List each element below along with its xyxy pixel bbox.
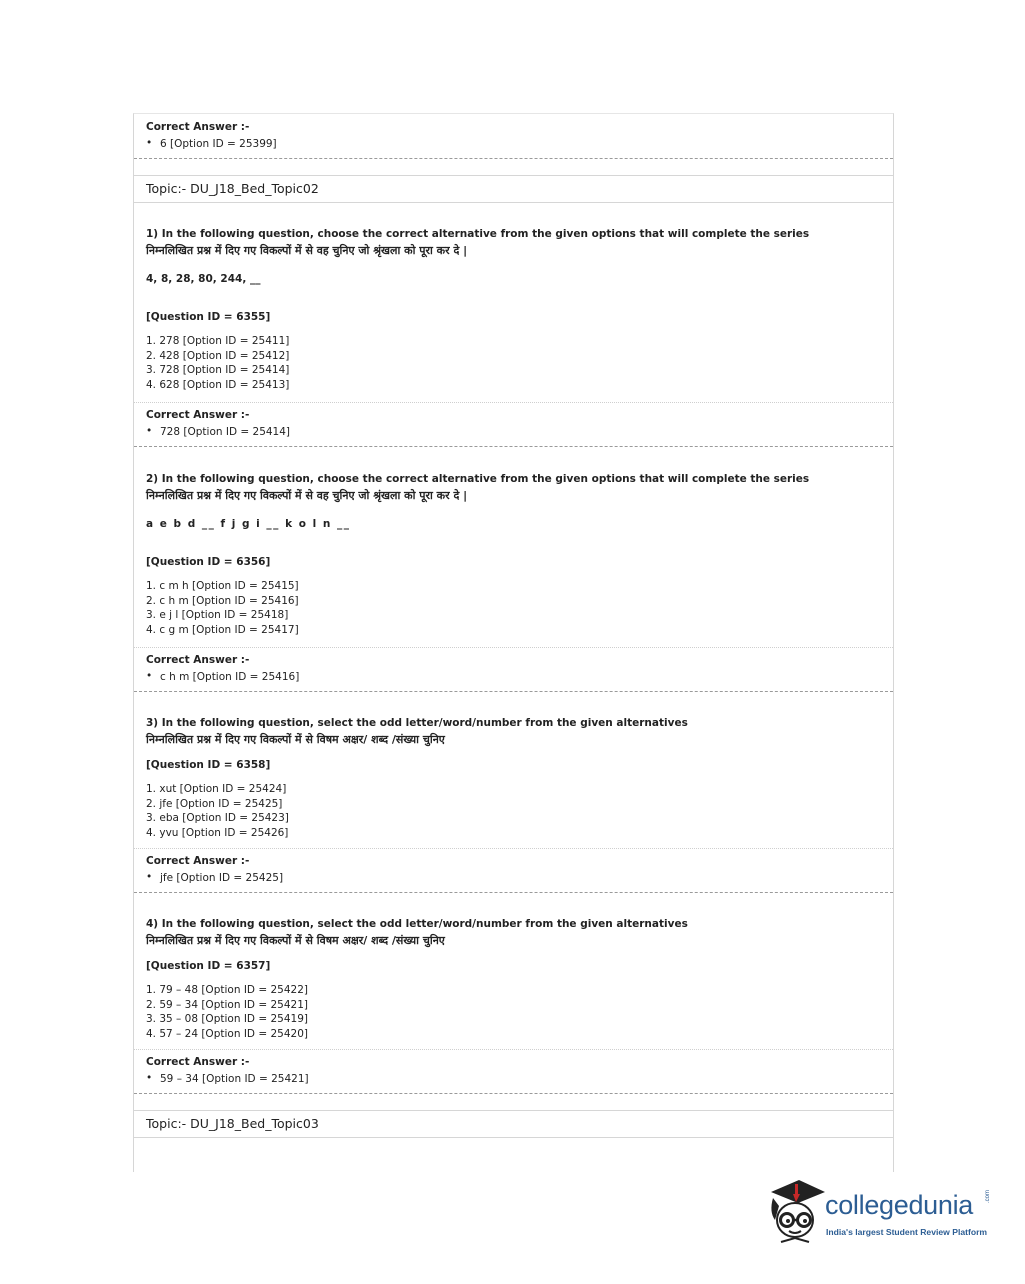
exam-document — [133, 113, 894, 1172]
correct-answer-label: Correct Answer :- — [146, 121, 250, 133]
options-list — [146, 579, 893, 637]
question-id: [Question ID = 6356] — [146, 556, 271, 568]
question-id: [Question ID = 6358] — [146, 759, 271, 771]
question-text-english: 4) In the following question, select the odd letter/word/number from the given alternatives — [146, 918, 688, 930]
answer-block — [134, 403, 893, 447]
options-list — [146, 334, 893, 392]
logo-wordmark: collegedunia — [825, 1190, 974, 1220]
option-item: 3. 728 [Option ID = 25414] — [146, 364, 290, 377]
option-item: 4. 57 – 24 [Option ID = 25420] — [146, 1027, 308, 1040]
option-item: 4. yvu [Option ID = 25426] — [146, 826, 289, 839]
question-id: [Question ID = 6355] — [146, 311, 271, 323]
question-block — [134, 447, 893, 648]
answer-block — [134, 849, 893, 893]
question-text-english: 1) In the following question, choose the correct alternative from the given options that will complete the series — [146, 228, 810, 240]
logo-suffix: .com — [985, 1189, 991, 1203]
mascot-icon — [765, 1176, 827, 1248]
correct-answer-value: • 6 [Option ID = 25399] — [146, 138, 893, 150]
option-item: 2. jfe [Option ID = 25425] — [146, 797, 283, 810]
answer-block — [134, 1050, 893, 1094]
topic-header: Topic:- DU_J18_Bed_Topic02 — [134, 175, 893, 203]
correct-answer-label: Correct Answer :- — [146, 1056, 250, 1068]
question-text-hindi: निम्नलिखित प्रश्न में दिए गए विकल्पों में से वह चुनिए जो श्रृंखला को पूरा कर दे | — [146, 244, 468, 257]
previous-answer-block — [134, 114, 893, 159]
correct-answer-value: • 728 [Option ID = 25414] — [146, 426, 893, 438]
topic-header: Topic:- DU_J18_Bed_Topic03 — [134, 1110, 893, 1138]
option-item: 3. 35 – 08 [Option ID = 25419] — [146, 1013, 308, 1026]
option-item: 1. c m h [Option ID = 25415] — [146, 580, 299, 592]
question-text-english: 2) In the following question, choose the correct alternative from the given options that will complete the series — [146, 473, 810, 485]
option-item: 3. e j l [Option ID = 25418] — [146, 609, 289, 622]
options-list — [146, 782, 893, 840]
option-item: 2. 428 [Option ID = 25412] — [146, 349, 290, 362]
question-series: 4, 8, 28, 80, 244, __ — [146, 273, 261, 285]
option-item: 2. 59 – 34 [Option ID = 25421] — [146, 998, 308, 1011]
option-item: 1. 278 [Option ID = 25411] — [146, 335, 290, 347]
correct-answer-label: Correct Answer :- — [146, 855, 250, 867]
correct-answer-label: Correct Answer :- — [146, 654, 250, 666]
correct-answer-label: Correct Answer :- — [146, 409, 250, 421]
logo-tagline: India's largest Student Review Platform — [826, 1227, 988, 1237]
options-list — [146, 983, 893, 1041]
question-block — [134, 893, 893, 1050]
question-text-hindi: निम्नलिखित प्रश्न में दिए गए विकल्पों में से विषम अक्षर/ शब्द /संख्या चुनिए — [146, 934, 445, 947]
option-item: 4. c g m [Option ID = 25417] — [146, 623, 299, 636]
option-item: 1. 79 – 48 [Option ID = 25422] — [146, 984, 308, 996]
option-item: 1. xut [Option ID = 25424] — [146, 783, 287, 795]
question-text-english: 3) In the following question, select the odd letter/word/number from the given alternatives — [146, 717, 688, 729]
answer-block — [134, 648, 893, 692]
question-text-hindi: निम्नलिखित प्रश्न में दिए गए विकल्पों में से विषम अक्षर/ शब्द /संख्या चुनिए — [146, 733, 445, 746]
collegedunia-logo — [765, 1176, 995, 1246]
correct-answer-value: • jfe [Option ID = 25425] — [146, 872, 893, 884]
question-block — [134, 203, 893, 403]
question-id: [Question ID = 6357] — [146, 960, 271, 972]
question-series: a e b d __ f j g i __ k o l n __ — [146, 518, 351, 530]
option-item: 3. eba [Option ID = 25423] — [146, 812, 289, 825]
correct-answer-value: • 59 – 34 [Option ID = 25421] — [146, 1073, 893, 1085]
option-item: 2. c h m [Option ID = 25416] — [146, 594, 299, 607]
correct-answer-value: • c h m [Option ID = 25416] — [146, 671, 893, 683]
question-text-hindi: निम्नलिखित प्रश्न में दिए गए विकल्पों में से वह चुनिए जो श्रृंखला को पूरा कर दे | — [146, 489, 468, 502]
option-item: 4. 628 [Option ID = 25413] — [146, 378, 290, 391]
question-block — [134, 692, 893, 849]
